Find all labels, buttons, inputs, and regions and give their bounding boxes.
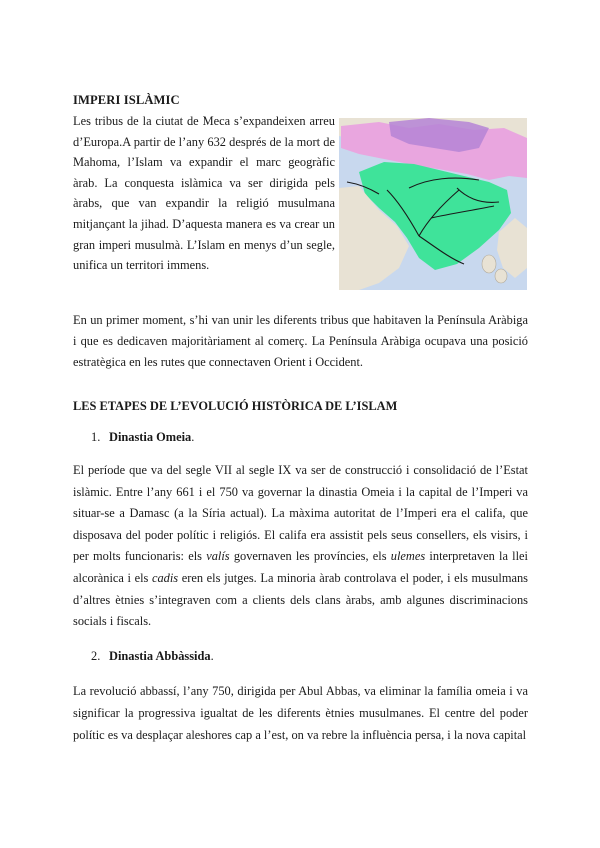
text-run: governaven les províncies, els: [229, 549, 391, 564]
section-heading: LES ETAPES DE L’EVOLUCIÓ HISTÒRICA DE L’ISLAM: [73, 399, 398, 413]
paragraph-3: [73, 680, 528, 746]
list-suffix: .: [210, 649, 214, 663]
list-title: Dinastia Omeia: [109, 430, 192, 444]
term-valis: valís: [206, 549, 230, 564]
term-ulemes: ulemes: [390, 549, 426, 564]
paragraph-2: [73, 460, 528, 633]
list-item-abbassida: [91, 649, 214, 664]
list-title: Dinastia Abbàssida: [109, 649, 211, 663]
list-number: 2.: [91, 649, 101, 663]
paragraph-2-text: [73, 460, 528, 633]
intro-text: Les tribus de la ciutat de Meca s’expandeixen arreu d’Europa.A partir de l’any 632 després de la mort de Mahoma, l’Islam va expandir el marc geogràfic àrab. La conquesta islàmica va ser dirigida pels àrabs, que van expandir la religió musulmana mitjançant la jihad. D’aquesta manera es va crear un gran imperi musulmà. L’Islam en menys d’un segle, unifica un territori immens.: [73, 114, 335, 273]
map-island: [482, 255, 496, 273]
term-cadis: cadis: [151, 570, 179, 585]
text-run: eren els jutges. La minoria àrab controlava el poder, i els musulmans d’altres ètnies s’integraven com a clients dels clans àrabs, amb algunes discriminacions socials i fiscals.: [73, 570, 528, 629]
text-run: interpretaven la llei alcorànica i els: [73, 549, 529, 585]
paragraph-3-text: La revolució abbassí, l’any 750, dirigida per Abul Abbas, va eliminar la família omeia i va significar la progressiva igualtat de les diferents ètnies musulmanes. El centre del poder polític es va desplaçar aleshores cap a l’est, on va rebre la influència persa, i la nova capital: [73, 684, 528, 742]
islamic-expansion-map: [339, 118, 527, 290]
paragraph-1: [73, 310, 528, 373]
intro-paragraph: [73, 111, 335, 276]
list-number: 1.: [91, 430, 101, 444]
main-heading: IMPERI ISLÀMIC: [73, 93, 180, 107]
text-run: El període que va del segle VII al segle IX va ser de construcció i consolidació de l’Estat islàmic. Entre l’any 661 i el 750 va governar la dinastia Omeia i la capital de l’Imperi va situar-se a Damasc (a la Síria actual). La màxima autoritat de l’Imperi era el califa, que disposava del poder polític i religiós. El califa era assistit pels seus consellers, els visirs, i per molts funcionaris: els: [73, 463, 528, 564]
list-item-omeia: [91, 430, 194, 445]
map-island: [495, 269, 507, 283]
paragraph-1-text: En un primer moment, s’hi van unir les diferents tribus que habitaven la Península Aràbiga i que es dedicaven majoritàriament al comerç. La Península Aràbiga ocupava una posició estratègica en les rutes que connectaven Orient i Occident.: [73, 313, 528, 369]
list-suffix: .: [191, 430, 195, 444]
